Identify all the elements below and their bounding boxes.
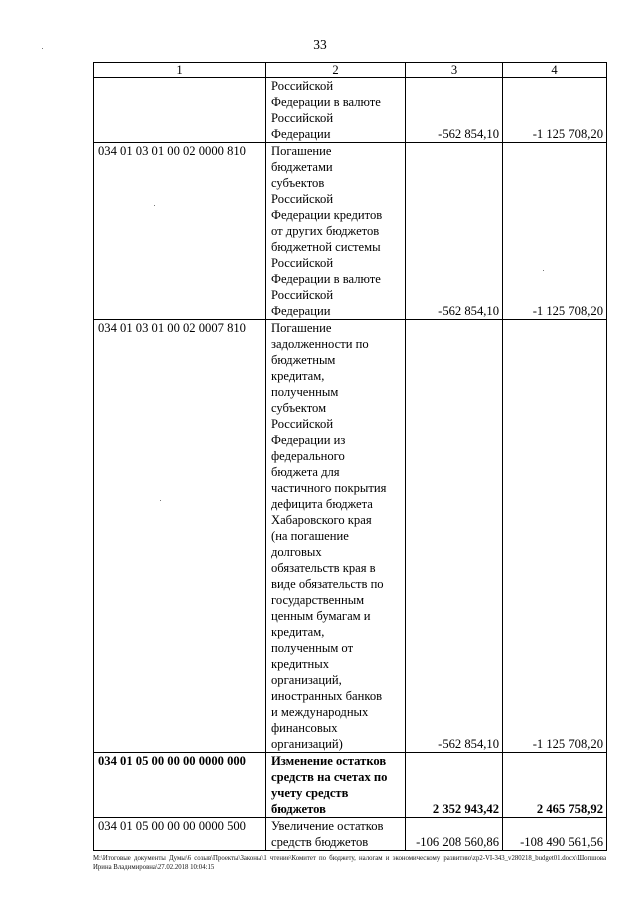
budget-code-cell	[94, 78, 266, 143]
item-name-line: задолженности по	[271, 337, 369, 351]
item-name-line: Федерации	[271, 304, 331, 318]
item-name-line: Российской	[271, 256, 334, 270]
item-name-cell	[266, 78, 406, 143]
table-row	[94, 753, 607, 818]
item-name-line: бюджетным	[271, 353, 336, 367]
item-name-line: Федерации из	[271, 433, 346, 447]
item-name-line: частичного покрытия	[271, 481, 387, 495]
header-cell: 4	[503, 63, 607, 78]
item-name-line: Российской	[271, 111, 334, 125]
item-name-line: кредитам,	[271, 369, 325, 383]
amount-col3-cell: -562 854,10	[406, 320, 503, 753]
item-name-line: кредитных	[271, 657, 329, 671]
header-cell: 2	[266, 63, 406, 78]
budget-table	[93, 62, 607, 851]
amount-col3-cell: -106 208 560,86	[406, 818, 503, 851]
item-name-line: бюджетами	[271, 160, 333, 174]
file-path-footer: M:\Итоговые документы Думы\6 созыв\Проекты\Законы\1 чтение\Комитет по бюджету, налогам и экономическому развитию\zp2-VI-343_v280218_budget01.docx\Шопшова Ирина Владимировна\27.02.2018 10:04:15	[93, 855, 606, 871]
item-name-line: бюджета для	[271, 465, 340, 479]
item-name-line: средств бюджетов	[271, 835, 369, 849]
header-cell: 1	[94, 63, 266, 78]
item-name-line: иностранных банков	[271, 689, 383, 703]
item-name-line: Увеличение остатков	[271, 819, 384, 833]
budget-code-cell: 034 01 05 00 00 00 0000 500	[94, 818, 266, 851]
item-name-line: (на погашение	[271, 529, 349, 543]
table-row	[94, 143, 607, 320]
item-name-line: Погашение	[271, 321, 332, 335]
item-name-line: Изменение остатков	[271, 754, 387, 768]
item-name-cell	[266, 320, 406, 753]
item-name-line: бюджетов	[271, 802, 326, 816]
amount-col4-cell: -1 125 708,20	[503, 78, 607, 143]
item-name-line: Российской	[271, 417, 334, 431]
item-name-line: обязательств края в	[271, 561, 376, 575]
budget-table-body	[94, 63, 607, 851]
amount-col4-cell: -108 490 561,56	[503, 818, 607, 851]
amount-col3-cell: -562 854,10	[406, 143, 503, 320]
item-name-line: Федерации в валюте	[271, 272, 381, 286]
item-name-line: и международных	[271, 705, 369, 719]
table-row	[94, 818, 607, 851]
item-name-line: кредитам,	[271, 625, 325, 639]
item-name-line: Хабаровского края	[271, 513, 372, 527]
budget-code-cell: 034 01 05 00 00 00 0000 000	[94, 753, 266, 818]
page-number: 33	[313, 37, 327, 52]
item-name-line: от других бюджетов	[271, 224, 380, 238]
item-name-line: учету средств	[271, 786, 349, 800]
item-name-cell	[266, 818, 406, 851]
item-name-cell	[266, 143, 406, 320]
item-name-line: полученным от	[271, 641, 354, 655]
item-name-line: организаций,	[271, 673, 342, 687]
item-name-line: дефицита бюджета	[271, 497, 373, 511]
item-name-line: финансовых	[271, 721, 338, 735]
item-name-line: ценным бумагам и	[271, 609, 371, 623]
amount-col4-cell: -1 125 708,20	[503, 320, 607, 753]
item-name-line: субъектом	[271, 401, 327, 415]
amount-col3-cell: -562 854,10	[406, 78, 503, 143]
amount-col4-cell: 2 465 758,92	[503, 753, 607, 818]
table-row	[94, 78, 607, 143]
item-name-line: Федерации	[271, 127, 331, 141]
budget-code-cell: 034 01 03 01 00 02 0007 810	[94, 320, 266, 753]
item-name-line: организаций)	[271, 737, 343, 751]
item-name-line: государственным	[271, 593, 365, 607]
table-header-row	[94, 63, 607, 78]
item-name-line: федерального	[271, 449, 345, 463]
item-name-line: Российской	[271, 79, 334, 93]
item-name-line: Российской	[271, 288, 334, 302]
item-name-line: субъектов	[271, 176, 325, 190]
item-name-line: Погашение	[271, 144, 332, 158]
amount-col4-cell: -1 125 708,20	[503, 143, 607, 320]
item-name-line: Федерации в валюте	[271, 95, 381, 109]
item-name-line: полученным	[271, 385, 339, 399]
table-row	[94, 320, 607, 753]
amount-col3-cell: 2 352 943,42	[406, 753, 503, 818]
item-name-line: долговых	[271, 545, 322, 559]
budget-code-cell: 034 01 03 01 00 02 0000 810	[94, 143, 266, 320]
header-cell: 3	[406, 63, 503, 78]
item-name-line: виде обязательств по	[271, 577, 384, 591]
item-name-line: Российской	[271, 192, 334, 206]
item-name-line: бюджетной системы	[271, 240, 381, 254]
item-name-cell	[266, 753, 406, 818]
item-name-line: Федерации кредитов	[271, 208, 383, 222]
item-name-line: средств на счетах по	[271, 770, 388, 784]
